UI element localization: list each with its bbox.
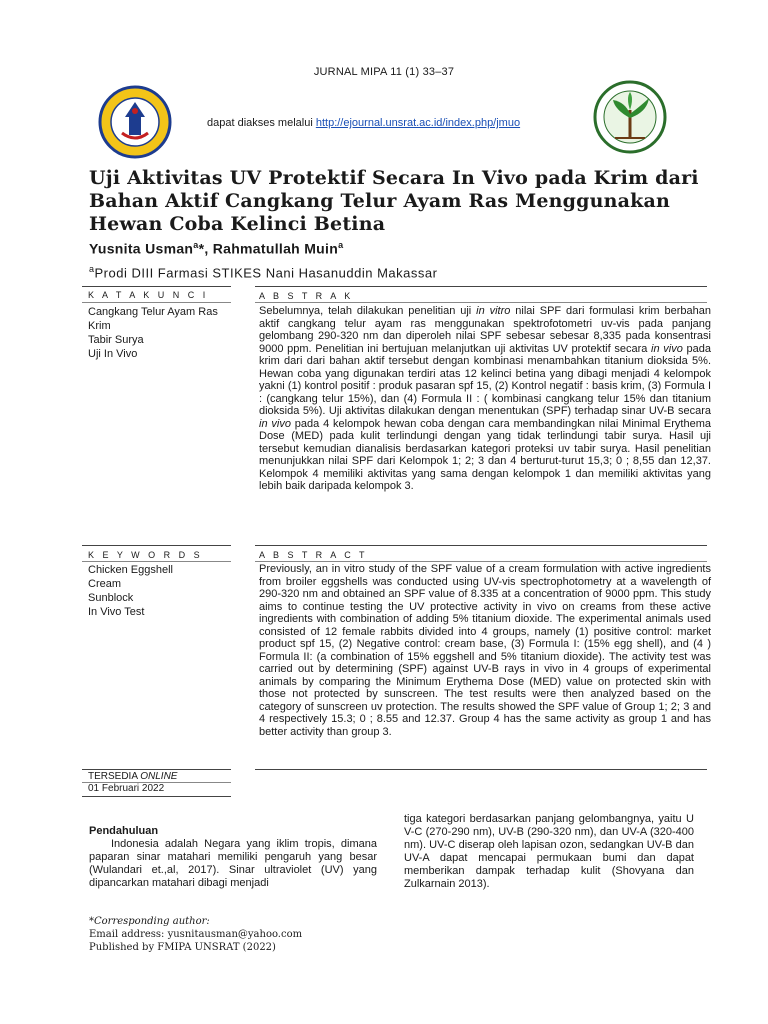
author-list [89, 240, 343, 257]
keyword-item: Tabir Surya [88, 334, 144, 346]
published-online-label: TERSEDIA ONLINE [88, 771, 178, 782]
author-name-2: *, Rahmatullah Muin [198, 240, 339, 257]
corresponding-author-label: *Corresponding author: [89, 916, 210, 927]
keywords-heading: K E Y W O R D S [88, 550, 203, 560]
affiliation-mark: a [89, 264, 95, 274]
keyword-item: Krim [88, 320, 111, 332]
divider [82, 286, 231, 287]
journal-seal-logo [593, 80, 667, 154]
keyword-item: Sunblock [88, 592, 134, 604]
author-affiliation-mark-2: a [338, 240, 344, 250]
divider [255, 769, 707, 770]
university-seal-logo [98, 85, 172, 159]
kata-kunci-list [88, 305, 218, 361]
divider [255, 286, 707, 287]
keywords-list [88, 563, 173, 619]
journal-url-link[interactable]: http://ejournal.unsrat.ac.id/index.php/jmuo [315, 117, 521, 129]
abstrak-heading: A B S T R A K [259, 291, 354, 301]
keyword-item: In Vivo Test [88, 606, 145, 618]
kata-kunci-heading: K A T A K U N C I [88, 290, 209, 300]
author-affiliation-mark: a [193, 240, 199, 250]
divider [82, 769, 231, 770]
affiliation [89, 264, 437, 280]
corresponding-email: Email address: yusnitausman@yahoo.com [89, 929, 303, 940]
section-heading: Pendahuluan [89, 825, 159, 837]
footnote [89, 915, 302, 954]
abstract-heading: A B S T R A C T [259, 550, 368, 560]
divider [82, 796, 231, 797]
publisher-note: Published by FMIPA UNSRAT (2022) [89, 942, 276, 953]
divider [255, 545, 707, 546]
journal-header: JURNAL MIPA 11 (1) 33–37 [313, 66, 455, 78]
keyword-item: Uji In Vivo [88, 348, 138, 360]
keyword-item: Chicken Eggshell [88, 564, 173, 576]
divider [255, 561, 707, 562]
abstract-text: Previously, an in vitro study of the SPF value of a cream formulation with active ingredients from broiler eggshells was conducted using UV-vis spectrophotometry at a wavelength of 290-320 nm and obtained an SPF value of 8.335 at a concentration of 9000 ppm. This study aims to continue testing the UV protective activity in vivo on creams from these active ingredients with combination of adding 5% titanium dioxide. The experimental animals used consisted of 12 female rabbits divided into 4 groups, namely (1) positive control: market product spf 15, (2) Negative control: cream base, (3) Formula I: (15% egg shell), and (4 ) Formula II: (a combination of 15% eggshell and 5% titanium dioxide). The activity test was carried out by determining (SPF) against UV-B rays in vivo in 4 groups of experimental animals by comparing the Minimum Erythema Dose (MED) value on protected skin with those not protected by sunscreen. The test results were then analyzed based on the category of sunscreen uv protection. The results showed the SPF value of Group 1; 2; 3 and 4 respectively 15.3; 0 ; 8.55 and 12.37. Group 4 has the same activity as group 1 and has better activity than group 3. [259, 563, 711, 738]
divider [82, 561, 231, 562]
article-title: Uji Aktivitas UV Protektif Secara In Vivo pada Krim dari Bahan Aktif Cangkang Telur Ayam Ras Menggunakan Hewan Coba Kelinci Betina [89, 167, 699, 235]
access-prefix: dapat diakses melalui [207, 117, 316, 129]
affiliation-text: Prodi DIII Farmasi STIKES Nani Hasanuddin Makassar [94, 265, 438, 281]
intro-paragraph-left: Indonesia adalah Negara yang iklim tropis, dimana paparan sinar matahari memiliki pengaruh yang besar (Wulandari et.,al, 2017). Sinar ultraviolet (UV) yang dipancarkan matahari dibagi menjadi [89, 838, 377, 889]
divider [82, 545, 231, 546]
divider [255, 302, 707, 303]
keyword-item: Cangkang Telur Ayam Ras [88, 306, 218, 318]
author-name: Yusnita Usman [89, 240, 194, 257]
divider [82, 302, 231, 303]
published-date: 01 Februari 2022 [88, 783, 165, 794]
intro-paragraph-right: tiga kategori berdasarkan panjang gelombangnya, yaitu U V-C (270-290 nm), UV-B (290-320 nm), dan UV-A (320-400 nm). UV-C diserap oleh lapisan ozon, sedangkan UV-B dan UV-A dapat mencapai permukaan bumi dan dapat memberikan dampak terhadap kulit (Shovyana dan Zulkarnain 2013). [404, 813, 694, 890]
abstrak-text: Sebelumnya, telah dilakukan penelitian uji in vitro nilai SPF dari formulasi krim berbahan aktif cangkang telur ayam ras menggunakan spektrofotometri uv-vis pada panjang gelombang 290-320 nm dan diperoleh nilai SPF sebesar sebesar 8,335 pada konsentrasi 9000 ppm. Penelitian ini bertujuan melanjutkan uji aktivitas UV protektif secara in vivo pada krim dari dari bahan aktif tersebut dengan kombinasi menambahkan titanium dioksida 5%. Hewan coba yang digunakan terdiri atas 12 kelinci betina yang dibagi menjadi 4 kelompok yakni (1) kontrol positif : produk pasaran spf 15, (2) Kontrol negatif : basis krim, (3) Formula I : (cangkang telur 15%), dan (4) Formula II : ( kombinasi cangkang telur 15% dan titanium dioksida 5%). Uji aktivitas dilakukan dengan menentukan (SPF) terhadap sinar UV-B secara in vivo pada 4 kelompok hewan coba dengan cara membandingkan nilai Minimal Erythema Dose (MED) pada kulit terlindungi dengan yang tidak terlindungi tabir surya. Hasil uji tersebut kemudian dianalisis berdasarkan kategori proteksi uv tabir surya. Hasil penelitian menunjukkan nilai SPF dari Kelompok 1; 2; 3 dan 4 berturut-turut 15,3; 0 ; 8,55 dan 12,37. Kelompok 4 memiliki aktivitas yang sama dengan kelompok 1 dan memiliki aktivitas yang lebih baik daripada kelompok 3. [259, 305, 712, 492]
keyword-item: Cream [88, 578, 122, 590]
access-line [207, 117, 520, 129]
